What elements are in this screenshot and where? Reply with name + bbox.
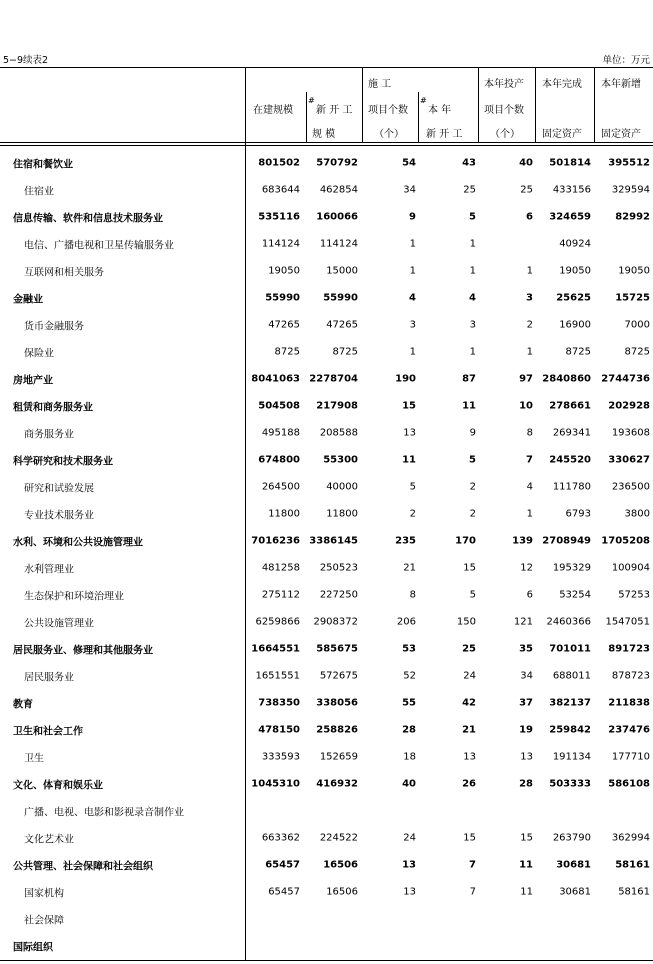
- table-row: [0, 770, 653, 797]
- cell-col6: 2460366: [546, 616, 591, 627]
- cell-col7: 237476: [608, 724, 650, 735]
- cell-col2: 2278704: [309, 373, 358, 384]
- cell-col2: 114124: [319, 238, 358, 249]
- cell-col3: 40: [402, 778, 416, 789]
- cell-col6: 259842: [549, 724, 591, 735]
- cell-col2: 338056: [316, 697, 358, 708]
- cell-col7: 58161: [618, 886, 650, 897]
- table-row: [0, 338, 653, 365]
- cell-col7: 100904: [611, 562, 650, 573]
- cell-col5: 11: [519, 859, 533, 870]
- cell-col2: 3386145: [309, 535, 358, 546]
- cell-col6: 269341: [552, 427, 591, 438]
- vline-h3: [362, 67, 363, 142]
- cell-col1: 478150: [258, 724, 300, 735]
- cell-col7: 57253: [618, 589, 650, 600]
- table-code: 5−9续表2: [3, 55, 49, 66]
- cell-col6: 19050: [559, 265, 591, 276]
- cell-col7: 2744736: [601, 373, 650, 384]
- cell-col1: 55990: [265, 292, 300, 303]
- cell-col4: 25: [462, 643, 476, 654]
- cell-col5: 4: [526, 481, 533, 492]
- cell-col7: 7000: [624, 319, 650, 330]
- cell-col4: 1: [469, 238, 476, 249]
- cell-col4: 9: [469, 427, 476, 438]
- header-xiangmu-line2: （个）: [374, 129, 404, 140]
- cell-col2: 416932: [316, 778, 358, 789]
- header-benian-mark: #: [420, 96, 427, 105]
- cell-col7: 82992: [615, 211, 650, 222]
- cell-col2: 55990: [323, 292, 358, 303]
- cell-col6: 701011: [549, 643, 591, 654]
- cell-col7: 177710: [611, 751, 650, 762]
- cell-col4: 1: [469, 265, 476, 276]
- cell-col7: 58161: [615, 859, 650, 870]
- cell-col2: 570792: [316, 157, 358, 168]
- table-row: [0, 230, 653, 257]
- cell-col7: 586108: [608, 778, 650, 789]
- cell-col3: 1: [409, 265, 416, 276]
- table-row: [0, 365, 653, 392]
- cell-col2: 11800: [326, 508, 358, 519]
- table-row: [0, 932, 653, 959]
- cell-col4: 43: [462, 157, 476, 168]
- cell-col4: 15: [463, 832, 476, 843]
- cell-col3: 24: [403, 832, 416, 843]
- cell-col3: 52: [403, 670, 416, 681]
- table-row: [0, 473, 653, 500]
- cell-col2: 250523: [319, 562, 358, 573]
- table-row: [0, 311, 653, 338]
- cell-col5: 35: [519, 643, 533, 654]
- cell-col5: 7: [526, 454, 533, 465]
- cell-col4: 26: [462, 778, 476, 789]
- vline-h2: [306, 92, 307, 142]
- cell-col1: 19050: [268, 265, 300, 276]
- cell-col5: 11: [520, 886, 533, 897]
- cell-col6: 263790: [552, 832, 591, 843]
- row-label: 社会保障: [24, 915, 64, 926]
- header-xinkaigong-line2: 规 模: [312, 129, 336, 140]
- cell-col4: 13: [463, 751, 476, 762]
- row-label: 文化、体育和娱乐业: [13, 780, 103, 791]
- cell-col3: 235: [395, 535, 416, 546]
- cell-col1: 674800: [258, 454, 300, 465]
- row-label: 卫生和社会工作: [13, 726, 83, 737]
- cell-col1: 8725: [274, 346, 300, 357]
- table-row: [0, 608, 653, 635]
- table-row: [0, 851, 653, 878]
- cell-col2: 585675: [316, 643, 358, 654]
- row-label: 电信、广播电视和卫星传输服务业: [24, 240, 174, 251]
- cell-col5: 40: [519, 157, 533, 168]
- cell-col1: 114124: [261, 238, 300, 249]
- cell-col2: 152659: [319, 751, 358, 762]
- cell-col5: 37: [519, 697, 533, 708]
- cell-col1: 47265: [268, 319, 300, 330]
- cell-col7: 1547051: [605, 616, 650, 627]
- cell-col6: 433156: [552, 184, 591, 195]
- cell-col4: 24: [463, 670, 476, 681]
- table-row: [0, 878, 653, 905]
- cell-col4: 4: [469, 292, 476, 303]
- cell-col5: 19: [519, 724, 533, 735]
- cell-col1: 8041063: [251, 373, 300, 384]
- cell-col4: 5: [469, 589, 476, 600]
- row-label: 住宿和餐饮业: [13, 159, 73, 170]
- cell-col6: 278661: [549, 400, 591, 411]
- cell-col3: 13: [403, 427, 416, 438]
- row-label: 水利、环境和公共设施管理业: [13, 537, 143, 548]
- cell-col4: 5: [469, 454, 476, 465]
- cell-col3: 1: [409, 238, 416, 249]
- cell-col4: 3: [469, 319, 476, 330]
- cell-col6: 30681: [559, 886, 591, 897]
- vline-h7: [594, 67, 595, 142]
- cell-col1: 535116: [258, 211, 300, 222]
- cell-col5: 15: [520, 832, 533, 843]
- cell-col3: 190: [395, 373, 416, 384]
- cell-col1: 504508: [258, 400, 300, 411]
- cell-col7: 1705208: [601, 535, 650, 546]
- cell-col2: 47265: [326, 319, 358, 330]
- table-row: [0, 203, 653, 230]
- cell-col2: 227250: [319, 589, 358, 600]
- cell-col6: 324659: [549, 211, 591, 222]
- cell-col6: 2840860: [542, 373, 591, 384]
- cell-col4: 7: [469, 859, 476, 870]
- table-row: [0, 284, 653, 311]
- cell-col7: 236500: [611, 481, 650, 492]
- header-shigong: 施 工: [368, 79, 392, 90]
- header-touchan-line3: （个）: [490, 129, 520, 140]
- cell-col1: 65457: [265, 859, 300, 870]
- row-label: 国际组织: [13, 942, 53, 953]
- cell-col4: 87: [462, 373, 476, 384]
- cell-col6: 245520: [549, 454, 591, 465]
- cell-col2: 208588: [319, 427, 358, 438]
- table-row: [0, 446, 653, 473]
- table-row: [0, 662, 653, 689]
- vline-h4: [418, 92, 419, 142]
- cell-col5: 97: [519, 373, 533, 384]
- row-label: 房地产业: [13, 375, 53, 386]
- row-label: 教育: [13, 699, 33, 710]
- cell-col2: 217908: [316, 400, 358, 411]
- table-row: [0, 554, 653, 581]
- cell-col3: 206: [396, 616, 416, 627]
- row-label: 研究和试验发展: [24, 483, 94, 494]
- cell-col4: 21: [462, 724, 476, 735]
- cell-col4: 2: [469, 508, 476, 519]
- cell-col2: 462854: [319, 184, 358, 195]
- cell-col2: 8725: [332, 346, 358, 357]
- cell-col3: 9: [409, 211, 416, 222]
- cell-col1: 738350: [258, 697, 300, 708]
- cell-col1: 7016236: [251, 535, 300, 546]
- row-label: 广播、电视、电影和影视录音制作业: [24, 807, 184, 818]
- cell-col7: 3800: [624, 508, 650, 519]
- cell-col7: 19050: [618, 265, 650, 276]
- cell-col2: 55300: [323, 454, 358, 465]
- cell-col4: 15: [463, 562, 476, 573]
- row-label: 商务服务业: [24, 429, 74, 440]
- cell-col7: 8725: [624, 346, 650, 357]
- cell-col7: 15725: [615, 292, 650, 303]
- header-xinzeng-line1: 本年新增: [601, 79, 641, 90]
- cell-col7: 193608: [611, 427, 650, 438]
- cell-col6: 382137: [549, 697, 591, 708]
- cell-col6: 111780: [552, 481, 591, 492]
- cell-col1: 801502: [258, 157, 300, 168]
- cell-col2: 2908372: [313, 616, 358, 627]
- cell-col7: 202928: [608, 400, 650, 411]
- vline-h5: [478, 67, 479, 142]
- table-bottom-rule: [0, 960, 653, 961]
- cell-col4: 25: [463, 184, 476, 195]
- row-label: 水利管理业: [24, 564, 74, 575]
- cell-col6: 688011: [552, 670, 591, 681]
- cell-col7: 362994: [611, 832, 650, 843]
- cell-col6: 25625: [556, 292, 591, 303]
- cell-col6: 40924: [559, 238, 591, 249]
- header-benian-line1: 本 年: [428, 105, 452, 116]
- header-xinkaigong-line1: 新 开 工: [316, 105, 353, 116]
- cell-col3: 21: [403, 562, 416, 573]
- table-caption-bar: [3, 52, 650, 66]
- cell-col2: 258826: [316, 724, 358, 735]
- cell-col2: 40000: [326, 481, 358, 492]
- cell-col5: 13: [520, 751, 533, 762]
- cell-col2: 15000: [326, 265, 358, 276]
- cell-col1: 275112: [261, 589, 300, 600]
- row-label: 货币金融服务: [24, 321, 84, 332]
- cell-col4: 1: [469, 346, 476, 357]
- row-label: 卫生: [24, 753, 44, 764]
- header-benian-line2: 新 开 工: [426, 129, 463, 140]
- cell-col5: 121: [513, 616, 533, 627]
- table-row: [0, 176, 653, 203]
- cell-col1: 11800: [268, 508, 300, 519]
- header-touchan-line2: 项目个数: [484, 105, 524, 116]
- table-row: [0, 527, 653, 554]
- cell-col4: 2: [469, 481, 476, 492]
- cell-col1: 495188: [261, 427, 300, 438]
- cell-col3: 8: [409, 589, 416, 600]
- cell-col3: 4: [409, 292, 416, 303]
- cell-col1: 264500: [261, 481, 300, 492]
- cell-col4: 170: [455, 535, 476, 546]
- cell-col3: 28: [402, 724, 416, 735]
- cell-col6: 8725: [565, 346, 591, 357]
- table-row: [0, 797, 653, 824]
- cell-col1: 663362: [261, 832, 300, 843]
- cell-col5: 1: [526, 265, 533, 276]
- cell-col3: 55: [402, 697, 416, 708]
- row-label: 居民服务业、修理和其他服务业: [13, 645, 153, 656]
- cell-col5: 28: [519, 778, 533, 789]
- row-label: 科学研究和技术服务业: [13, 456, 113, 467]
- row-label: 文化艺术业: [24, 834, 74, 845]
- table-row: [0, 257, 653, 284]
- cell-col3: 54: [402, 157, 416, 168]
- table-row: [0, 149, 653, 176]
- cell-col3: 11: [402, 454, 416, 465]
- cell-col5: 1: [526, 508, 533, 519]
- cell-col4: 42: [462, 697, 476, 708]
- header-wancheng-line2: 固定资产: [542, 129, 582, 140]
- row-label: 互联网和相关服务: [24, 267, 104, 278]
- row-label: 金融业: [13, 294, 43, 305]
- cell-col5: 12: [520, 562, 533, 573]
- header-double-rule: [0, 145, 653, 146]
- row-label: 居民服务业: [24, 672, 74, 683]
- cell-col7: 329594: [611, 184, 650, 195]
- cell-col2: 572675: [319, 670, 358, 681]
- row-label: 生态保护和环境治理业: [24, 591, 124, 602]
- cell-col2: 16506: [323, 859, 358, 870]
- cell-col3: 5: [409, 481, 416, 492]
- table-row: [0, 824, 653, 851]
- cell-col3: 2: [409, 508, 416, 519]
- vline-h6: [535, 67, 536, 142]
- row-label: 国家机构: [24, 888, 64, 899]
- row-label: 公共设施管理业: [24, 618, 94, 629]
- table-row: [0, 500, 653, 527]
- header-top-rule: [0, 67, 653, 68]
- cell-col3: 53: [402, 643, 416, 654]
- row-label: 信息传输、软件和信息技术服务业: [13, 213, 163, 224]
- cell-col3: 18: [403, 751, 416, 762]
- cell-col3: 13: [402, 859, 416, 870]
- cell-col3: 1: [409, 346, 416, 357]
- cell-col4: 5: [469, 211, 476, 222]
- cell-col7: 395512: [608, 157, 650, 168]
- header-touchan-line1: 本年投产: [484, 79, 524, 90]
- cell-col1: 683644: [261, 184, 300, 195]
- row-label: 住宿业: [24, 186, 54, 197]
- table-row: [0, 905, 653, 932]
- cell-col6: 16900: [559, 319, 591, 330]
- cell-col1: 1664551: [251, 643, 300, 654]
- cell-col6: 191134: [552, 751, 591, 762]
- cell-col3: 15: [402, 400, 416, 411]
- cell-col7: 878723: [611, 670, 650, 681]
- cell-col1: 481258: [261, 562, 300, 573]
- cell-col6: 2708949: [542, 535, 591, 546]
- table-row: [0, 392, 653, 419]
- cell-col5: 139: [512, 535, 533, 546]
- cell-col6: 501814: [549, 157, 591, 168]
- cell-col2: 16506: [326, 886, 358, 897]
- cell-col4: 11: [462, 400, 476, 411]
- unit-label: 单位：万元: [602, 55, 650, 66]
- header-xinzeng-line2: 固定资产: [601, 129, 641, 140]
- cell-col1: 1651551: [255, 670, 300, 681]
- row-label: 租赁和商务服务业: [13, 402, 93, 413]
- cell-col5: 10: [519, 400, 533, 411]
- header-xiangmu-line1: 项目个数: [368, 105, 408, 116]
- cell-col5: 1: [526, 346, 533, 357]
- header-wancheng-line1: 本年完成: [542, 79, 582, 90]
- cell-col7: 891723: [608, 643, 650, 654]
- cell-col7: 211838: [608, 697, 650, 708]
- cell-col5: 25: [520, 184, 533, 195]
- cell-col6: 30681: [556, 859, 591, 870]
- cell-col5: 6: [526, 211, 533, 222]
- table-row: [0, 716, 653, 743]
- cell-col3: 13: [403, 886, 416, 897]
- header-zaijian-guimo: 在建规模: [253, 105, 293, 116]
- cell-col6: 503333: [549, 778, 591, 789]
- cell-col4: 150: [456, 616, 476, 627]
- cell-col5: 3: [526, 292, 533, 303]
- table-row: [0, 743, 653, 770]
- cell-col2: 160066: [316, 211, 358, 222]
- cell-col5: 34: [520, 670, 533, 681]
- cell-col6: 6793: [565, 508, 591, 519]
- header-bottom-rule: [0, 142, 653, 143]
- cell-col7: 330627: [608, 454, 650, 465]
- table-row: [0, 419, 653, 446]
- cell-col1: 65457: [268, 886, 300, 897]
- header-xinkaigong-mark: #: [308, 96, 315, 105]
- row-label: 专业技术服务业: [24, 510, 94, 521]
- cell-col5: 2: [526, 319, 533, 330]
- cell-col4: 7: [469, 886, 476, 897]
- cell-col1: 333593: [261, 751, 300, 762]
- row-label: 公共管理、社会保障和社会组织: [13, 861, 153, 872]
- cell-col6: 195329: [552, 562, 591, 573]
- cell-col2: 224522: [319, 832, 358, 843]
- table-row: [0, 581, 653, 608]
- cell-col5: 8: [526, 427, 533, 438]
- cell-col5: 6: [526, 589, 533, 600]
- cell-col6: 53254: [559, 589, 591, 600]
- cell-col3: 3: [409, 319, 416, 330]
- row-label: 保险业: [24, 348, 54, 359]
- table-row: [0, 689, 653, 716]
- cell-col1: 6259866: [255, 616, 300, 627]
- cell-col3: 34: [403, 184, 416, 195]
- table-row: [0, 635, 653, 662]
- cell-col1: 1045310: [251, 778, 300, 789]
